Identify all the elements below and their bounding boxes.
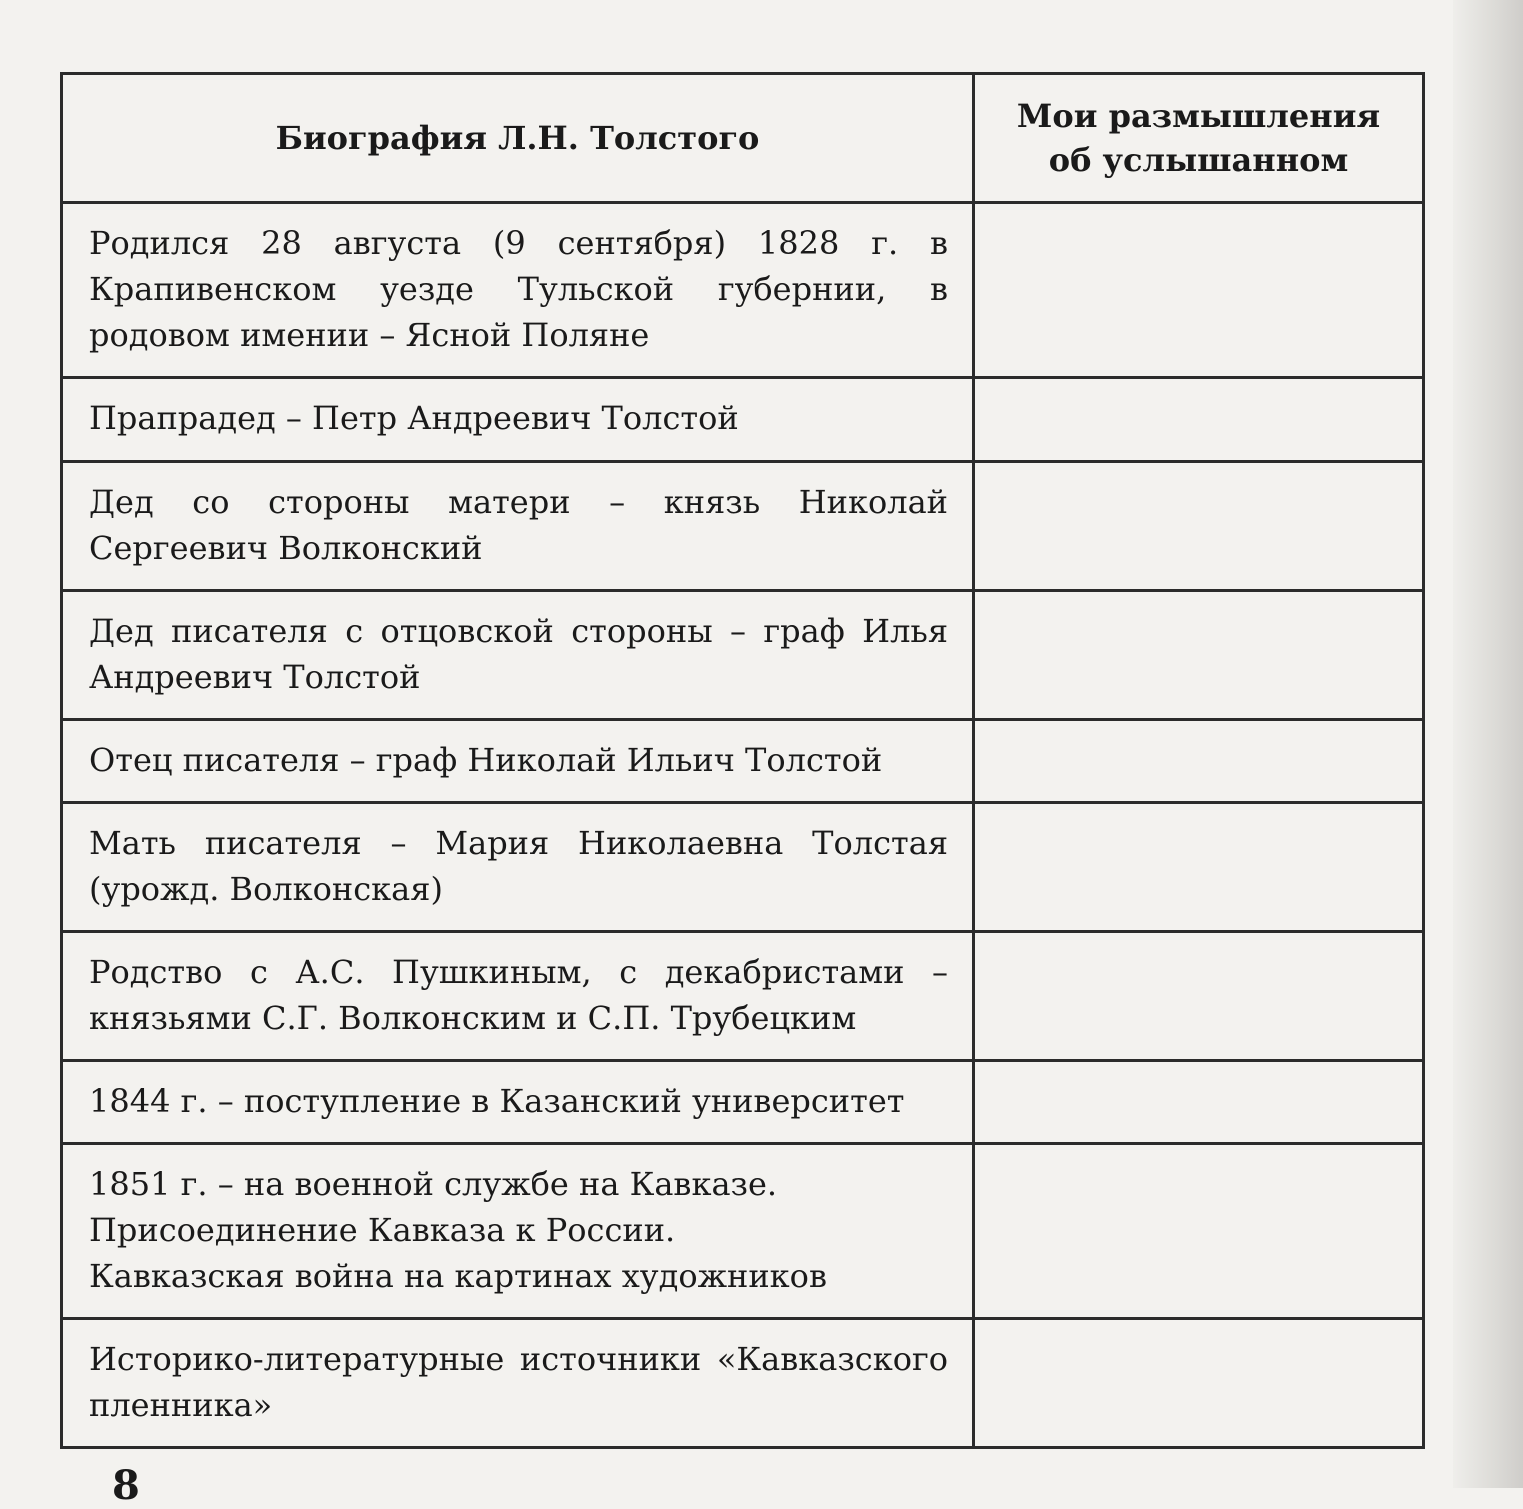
- table-row: [62, 203, 1424, 378]
- fact-cell-sources: Историко-литературные источники «Кавказского пленника»: [62, 1319, 974, 1448]
- fact-cell-mother: Мать писателя – Мария Николаевна Толстая (урожд. Волконская): [62, 803, 974, 932]
- header-biography: Биография Л.Н. Толстого: [62, 74, 974, 203]
- table-row: [62, 1061, 1424, 1144]
- biography-table: [60, 72, 1425, 1449]
- fact-cell-university: 1844 г. – поступление в Казанский университет: [62, 1061, 974, 1144]
- table-row: [62, 1319, 1424, 1448]
- fact-cell-birth: Родился 28 августа (9 сентября) 1828 г. в Крапивенском уезде Тульской губернии, в родовом имении – Ясной Поляне: [62, 203, 974, 378]
- table-row: [62, 591, 1424, 720]
- fact-cell-military-service: 1851 г. – на военной службе на Кавказе. Присоединение Кавказа к России. Кавказская война на картинах художников: [62, 1144, 974, 1319]
- notes-cell[interactable]: [974, 1319, 1424, 1448]
- table-row: [62, 462, 1424, 591]
- table-row: [62, 378, 1424, 462]
- fact-cell-paternal-grandfather: Дед писателя с отцовской стороны – граф Илья Андреевич Толстой: [62, 591, 974, 720]
- notes-cell[interactable]: [974, 932, 1424, 1061]
- notes-cell[interactable]: [974, 203, 1424, 378]
- notes-cell[interactable]: [974, 1061, 1424, 1144]
- notes-cell[interactable]: [974, 378, 1424, 462]
- notes-cell[interactable]: [974, 803, 1424, 932]
- fact-cell-great-great-grandfather: Прапрадед – Петр Андреевич Толстой: [62, 378, 974, 462]
- header-reflections: Мои размышления об услышанном: [974, 74, 1424, 203]
- fact-cell-maternal-grandfather: Дед со стороны матери – князь Николай Сергеевич Волконский: [62, 462, 974, 591]
- table-row: [62, 803, 1424, 932]
- notes-cell[interactable]: [974, 462, 1424, 591]
- fact-cell-kinship: Родство с А.С. Пушкиным, с декабристами – князьями С.Г. Волконским и С.П. Трубецким: [62, 932, 974, 1061]
- notes-cell[interactable]: [974, 1144, 1424, 1319]
- fact-cell-father: Отец писателя – граф Николай Ильич Толстой: [62, 720, 974, 803]
- page-edge-shade: [1453, 0, 1523, 1488]
- notes-cell[interactable]: [974, 591, 1424, 720]
- table-row: [62, 720, 1424, 803]
- table-row: [62, 932, 1424, 1061]
- page-number: 8: [112, 1462, 140, 1509]
- table-row: [62, 1144, 1424, 1319]
- table-header-row: [62, 74, 1424, 203]
- notes-cell[interactable]: [974, 720, 1424, 803]
